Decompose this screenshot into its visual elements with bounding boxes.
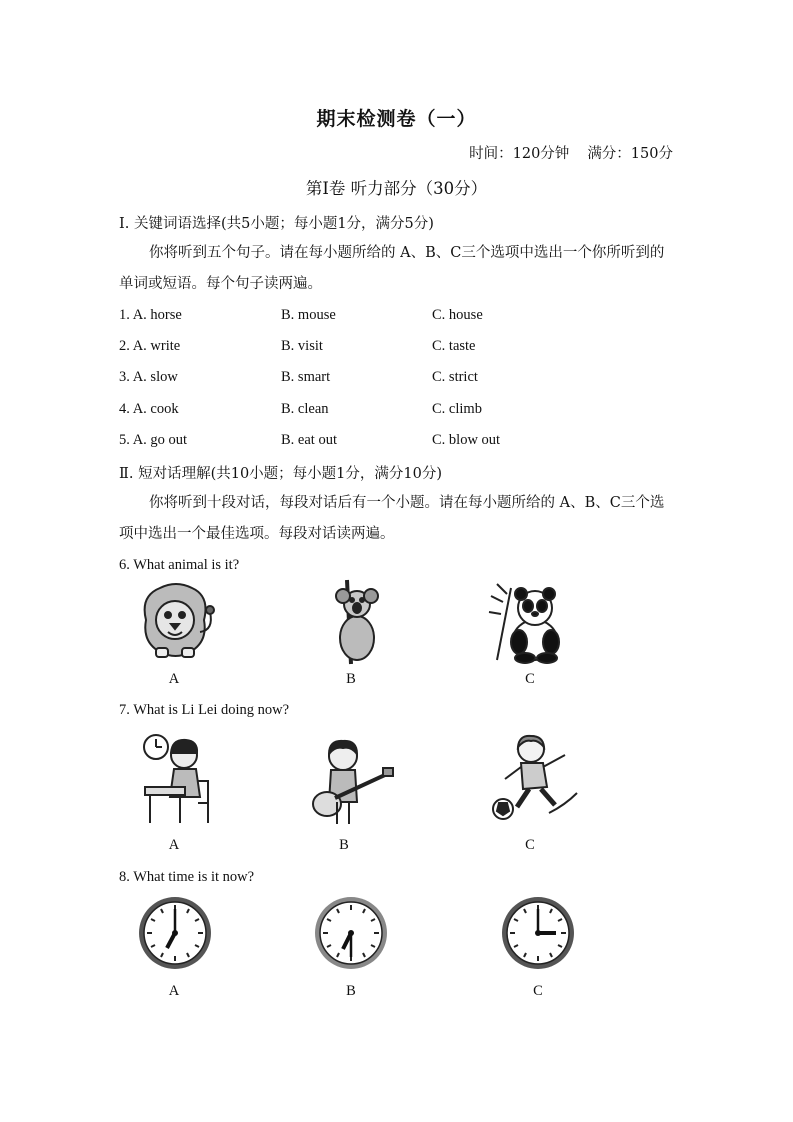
section1-instruction: 你将听到五个句子。请在每小题所给的 A、B、C三个选项中选出一个你所听到的单词或短语。每个句子读两遍。 [119,245,665,292]
question-8: 8. What time is it now? [119,869,255,885]
option-2c: C. taste [432,338,476,354]
clock-icon-b [313,895,389,971]
option-5a: 5. A. go out [119,432,188,448]
q6-label-c: C [525,671,535,687]
option-2b: B. visit [281,338,323,354]
panda-icon [489,582,567,664]
part-heading: 第Ⅰ卷 听力部分（30分） [305,179,488,198]
q7-label-a: A [168,837,180,853]
option-2a: 2. A. write [119,338,181,354]
option-5c: C. blow out [432,432,501,448]
option-3b: B. smart [281,369,331,385]
option-1b: B. mouse [281,307,336,323]
section1-heading: Ⅰ. 关键词语选择(共5小题；每小题1分，满分5分) [119,216,434,232]
clock-icon-c [500,895,576,971]
q8-label-b: B [346,983,356,999]
section2-heading: Ⅱ. 短对话理解(共10小题；每小题1分，满分10分) [119,466,443,482]
boy-guitar-icon [307,738,395,826]
q8-label-c: C [533,983,543,999]
question-6: 6. What animal is it? [119,557,240,573]
boy-football-icon [489,733,579,823]
lion-icon [138,582,216,662]
q8-label-a: A [168,983,180,999]
option-4b: B. clean [281,401,329,417]
exam-score: 满分：150分 [587,146,673,162]
option-5b: B. eat out [281,432,337,448]
exam-meta [451,142,673,163]
q7-label-c: C [525,837,535,853]
boy-studying-icon [142,733,212,825]
option-4c: C. climb [432,401,482,417]
section2-instruction: 你将听到十段对话，每段对话后有一个小题。请在每小题所给的 A、B、C三个选项中选出一个最佳选项。每段对话读两遍。 [119,495,665,542]
exam-time: 时间：120分钟 [469,146,570,162]
option-1c: C. house [432,307,483,323]
option-4a: 4. A. cook [119,401,179,417]
koala-icon [327,580,382,664]
option-3c: C. strict [432,369,478,385]
page-title: 期末检测卷（一） [316,108,477,130]
q6-label-a: A [168,671,180,687]
option-1a: 1. A. horse [119,307,182,323]
question-7: 7. What is Li Lei doing now? [119,702,290,718]
q6-label-b: B [346,671,356,687]
option-3a: 3. A. slow [119,369,178,385]
clock-icon-a [137,895,213,971]
q7-label-b: B [339,837,349,853]
